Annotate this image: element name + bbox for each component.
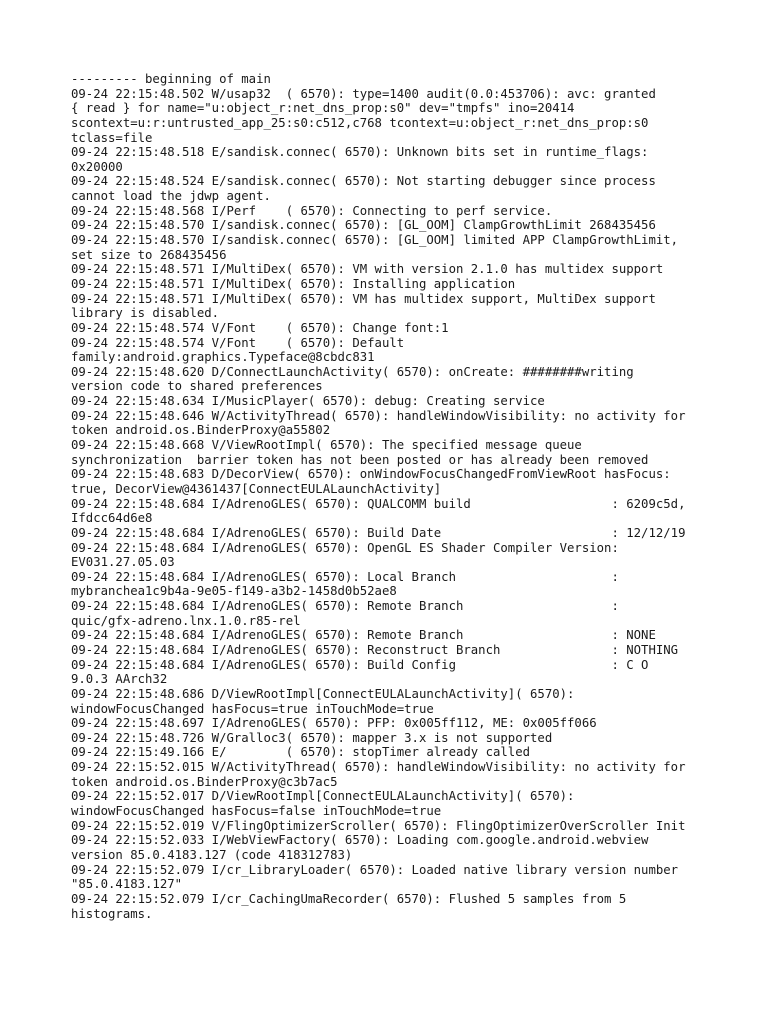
log-line: 09-24 22:15:48.684 I/AdrenoGLES( 6570): Build Config : C O: [71, 657, 649, 672]
log-line: Ifdcc64d6e8: [71, 511, 153, 526]
log-line: --------- beginning of main: [71, 72, 271, 86]
log-line: { read } for name="u:object_r:net_dns_prop:s0" dev="tmpfs" ino=20414: [71, 101, 575, 116]
log-line: 09-24 22:15:48.684 I/AdrenoGLES( 6570): OpenGL ES Shader Compiler Version:: [71, 540, 619, 555]
log-line: 09-24 22:15:48.568 I/Perf ( 6570): Connecting to perf service.: [71, 203, 553, 218]
log-line: EV031.27.05.03: [71, 555, 175, 570]
log-line: library is disabled.: [71, 306, 220, 321]
log-line: 0x20000: [71, 159, 123, 174]
log-line: synchronization barrier token has not been posted or has already been removed: [71, 452, 649, 467]
log-line: 09-24 22:15:48.571 I/MultiDex( 6570): VM has multidex support, MultiDex support: [71, 291, 656, 306]
log-line: windowFocusChanged hasFocus=true inTouchMode=true: [71, 701, 434, 716]
log-line: 09-24 22:15:48.726 W/Gralloc3( 6570): mapper 3.x is not supported: [71, 730, 553, 745]
log-line: version code to shared preferences: [71, 379, 323, 394]
log-line: windowFocusChanged hasFocus=false inTouchMode=true: [71, 804, 442, 819]
log-line: 09-24 22:15:48.502 W/usap32 ( 6570): type=1400 audit(0.0:453706): avc: granted: [71, 86, 656, 101]
log-line: 09-24 22:15:48.684 I/AdrenoGLES( 6570): Remote Branch :: [71, 599, 619, 614]
log-line: 09-24 22:15:48.571 I/MultiDex( 6570): VM with version 2.1.0 has multidex support: [71, 262, 664, 277]
log-line: tclass=file: [71, 130, 153, 145]
log-line: 09-24 22:15:48.634 I/MusicPlayer( 6570): debug: Creating service: [71, 394, 545, 409]
log-line: 09-24 22:15:48.524 E/sandisk.connec( 6570): Not starting debugger since process: [71, 174, 656, 189]
log-line: 09-24 22:15:48.646 W/ActivityThread( 6570): handleWindowVisibility: no activity for: [71, 408, 686, 423]
log-line: 09-24 22:15:52.019 V/FlingOptimizerScroller( 6570): FlingOptimizerOverScroller Init: [71, 818, 686, 833]
log-line: 09-24 22:15:52.033 I/WebViewFactory( 6570): Loading com.google.android.webview: [71, 833, 649, 848]
log-line: scontext=u:r:untrusted_app_25:s0:c512,c768 tcontext=u:object_r:net_dns_prop:s0: [71, 115, 649, 130]
log-line: "85.0.4183.127": [71, 877, 183, 892]
log-line: 09-24 22:15:48.574 V/Font ( 6570): Change font:1: [71, 320, 449, 335]
log-line: 09-24 22:15:52.017 D/ViewRootImpl[ConnectEULALaunchActivity]( 6570):: [71, 789, 575, 804]
log-line: 09-24 22:15:48.570 I/sandisk.connec( 6570): [GL_OOM] ClampGrowthLimit 268435456: [71, 218, 656, 233]
log-line: true, DecorView@4361437[ConnectEULALaunchActivity]: [71, 481, 442, 496]
log-line: 09-24 22:15:48.518 E/sandisk.connec( 6570): Unknown bits set in runtime_flags:: [71, 145, 649, 160]
log-line: 09-24 22:15:48.574 V/Font ( 6570): Default: [71, 335, 405, 350]
log-line: 09-24 22:15:52.079 I/cr_LibraryLoader( 6570): Loaded native library version number: [71, 862, 679, 877]
log-line: 09-24 22:15:48.697 I/AdrenoGLES( 6570): PFP: 0x005ff112, ME: 0x005ff066: [71, 716, 597, 731]
log-document: [71, 72, 731, 921]
log-line: 09-24 22:15:49.166 E/ ( 6570): stopTimer already called: [71, 745, 531, 760]
log-line: family:android.graphics.Typeface@8cbdc831: [71, 350, 375, 365]
log-line: histograms.: [71, 906, 153, 921]
log-line: quic/gfx-adreno.lnx.1.0.r85-rel: [71, 613, 301, 628]
log-line: 09-24 22:15:48.684 I/AdrenoGLES( 6570): Remote Branch : NONE: [71, 628, 656, 643]
log-line: 09-24 22:15:48.684 I/AdrenoGLES( 6570): QUALCOMM build : 6209c5d,: [71, 496, 686, 511]
log-line: 09-24 22:15:48.668 V/ViewRootImpl( 6570): The specified message queue: [71, 438, 582, 453]
log-line: 09-24 22:15:48.570 I/sandisk.connec( 6570): [GL_OOM] limited APP ClampGrowthLimit,: [71, 233, 679, 248]
log-line: token android.os.BinderProxy@a55802: [71, 423, 331, 438]
log-line: mybranchea1c9b4a-9e05-f149-a3b2-1458d0b52ae8: [71, 584, 397, 599]
log-line: 09-24 22:15:52.015 W/ActivityThread( 6570): handleWindowVisibility: no activity for: [71, 760, 686, 775]
log-line: 09-24 22:15:48.686 D/ViewRootImpl[ConnectEULALaunchActivity]( 6570):: [71, 686, 575, 701]
log-line: 09-24 22:15:48.571 I/MultiDex( 6570): Installing application: [71, 276, 516, 291]
log-line: 09-24 22:15:48.683 D/DecorView( 6570): onWindowFocusChangedFromViewRoot hasFocus:: [71, 467, 671, 482]
log-line: cannot load the jdwp agent.: [71, 189, 271, 204]
log-line: 9.0.3 AArch32: [71, 672, 168, 687]
log-line: 09-24 22:15:48.684 I/AdrenoGLES( 6570): Reconstruct Branch : NOTHING: [71, 642, 679, 657]
log-line: set size to 268435456: [71, 247, 227, 262]
log-line: 09-24 22:15:48.620 D/ConnectLaunchActivity( 6570): onCreate: ########writing: [71, 364, 634, 379]
log-line: token android.os.BinderProxy@c3b7ac5: [71, 774, 338, 789]
log-line: 09-24 22:15:48.684 I/AdrenoGLES( 6570): Local Branch :: [71, 569, 619, 584]
log-line: 09-24 22:15:48.684 I/AdrenoGLES( 6570): Build Date : 12/12/19: [71, 525, 686, 540]
log-line: 09-24 22:15:52.079 I/cr_CachingUmaRecorder( 6570): Flushed 5 samples from 5: [71, 891, 627, 906]
log-line: version 85.0.4183.127 (code 418312783): [71, 847, 353, 862]
